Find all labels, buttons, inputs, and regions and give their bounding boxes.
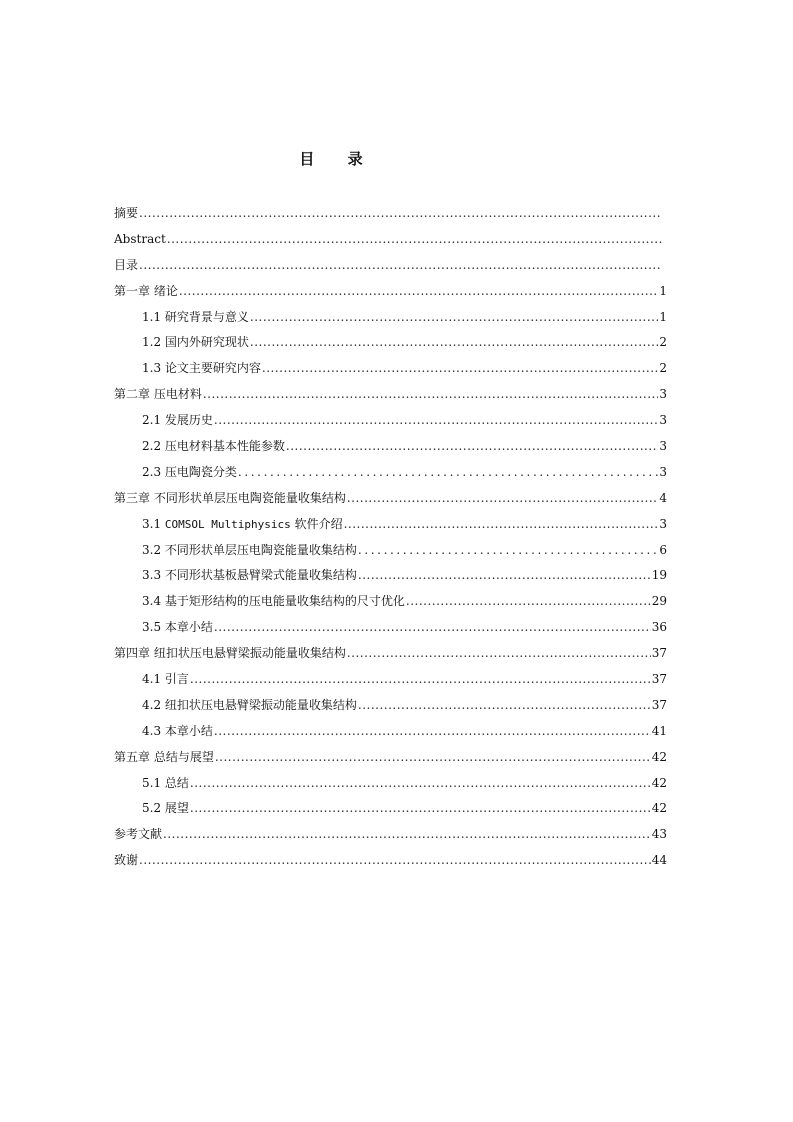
toc-dot-leader [347, 486, 659, 512]
toc-page-number: 3 [659, 387, 667, 402]
toc-entry-label: 4.2 纽扣状压电悬臂梁振动能量收集结构 [142, 697, 357, 712]
toc-entry-label: 3.5 本章小结 [142, 620, 213, 635]
toc-dot-leader [190, 771, 651, 797]
toc-dot-leader [286, 434, 658, 460]
toc-entry[interactable] [114, 201, 667, 227]
toc-page-number: 44 [651, 853, 667, 868]
toc-entry-label: 2.2 压电材料基本性能参数 [142, 439, 285, 454]
toc-entry-label: 第三章 不同形状单层压电陶瓷能量收集结构 [114, 490, 346, 505]
toc-page-number: 42 [651, 775, 667, 790]
toc-entry-label-mono: COMSOL Multiphysics [164, 517, 291, 531]
toc-dot-leader [139, 848, 651, 874]
toc-page-number: 29 [651, 594, 667, 609]
toc-entry-label: 3.3 不同形状基板悬臂梁式能量收集结构 [142, 568, 357, 583]
toc-entry-label: 2.1 发展历史 [142, 413, 213, 428]
toc-entry-label [142, 512, 343, 538]
toc-entry[interactable] [114, 796, 667, 822]
toc-entry[interactable] [114, 719, 667, 745]
toc-entry[interactable] [114, 538, 667, 564]
toc-page-number: 3 [659, 413, 667, 428]
toc-entry[interactable] [114, 408, 667, 434]
toc-dot-leader [358, 563, 651, 589]
toc-entry[interactable] [114, 279, 667, 305]
toc-entry-label: 3.4 基于矩形结构的压电能量收集结构的尺寸优化 [142, 594, 405, 609]
toc-entry[interactable] [114, 848, 667, 874]
toc-entry-label: 第四章 纽扣状压电悬臂梁振动能量收集结构 [114, 646, 346, 661]
toc-dot-leader [406, 589, 651, 615]
toc-entry[interactable] [114, 822, 667, 848]
toc-entry-label: 2.3 压电陶瓷分类 [142, 464, 237, 479]
toc-dot-leader [214, 615, 651, 641]
toc-entry[interactable] [114, 434, 667, 460]
toc-page-number: 3 [659, 516, 667, 531]
toc-page-number: 19 [651, 568, 667, 583]
toc-entry[interactable] [114, 356, 667, 382]
toc-entry-label-suffix: 软件介绍 [290, 516, 343, 531]
toc-page-number: 42 [651, 801, 667, 816]
toc-page-number: 1 [659, 283, 667, 298]
toc-entry-label: 4.1 引言 [142, 672, 189, 687]
toc-dot-leader [167, 227, 662, 253]
toc-dot-leader [203, 382, 659, 408]
toc-page-number: 3 [659, 439, 667, 454]
toc-dot-leader [214, 719, 651, 745]
toc-entry-label: Abstract [114, 231, 166, 246]
toc-entry-label: 1.2 国内外研究现状 [142, 335, 249, 350]
toc-entry[interactable] [114, 227, 667, 253]
toc-entry-label-prefix: 3.1 [142, 516, 165, 531]
toc-entry-label: 目录 [114, 257, 139, 272]
toc-entry-label: 第五章 总结与展望 [114, 749, 214, 764]
toc-entry[interactable] [114, 771, 667, 797]
toc-entry-label: 3.2 不同形状单层压电陶瓷能量收集结构 [142, 542, 357, 557]
toc-entry-label: 4.3 本章小结 [142, 723, 213, 738]
toc-dot-leader [262, 356, 658, 382]
toc-page-number: 37 [651, 672, 667, 687]
toc-page-number: 1 [659, 309, 667, 324]
toc-dot-leader [358, 693, 651, 719]
toc-page-number: 4 [659, 490, 667, 505]
toc-entry[interactable] [114, 641, 667, 667]
toc-page-number: 42 [651, 749, 667, 764]
toc-page-number: 43 [651, 827, 667, 842]
toc-page-number: 36 [651, 620, 667, 635]
toc-dot-leader [139, 253, 662, 279]
toc-dot-leader [163, 822, 651, 848]
toc-dot-leader [179, 279, 659, 305]
toc-entry[interactable] [114, 589, 667, 615]
toc-dot-leader [139, 201, 662, 227]
toc-entry[interactable] [114, 382, 667, 408]
toc-dot-leader [347, 641, 651, 667]
toc-entry-label: 1.1 研究背景与意义 [142, 309, 249, 324]
toc-entry-label: 第二章 压电材料 [114, 387, 202, 402]
toc-dot-leader [250, 305, 658, 331]
toc-page-number: 2 [659, 335, 667, 350]
toc-entry-label: 致谢 [114, 853, 139, 868]
toc-entry[interactable] [114, 693, 667, 719]
toc-dot-leader [344, 512, 659, 538]
toc-page-number: 2 [659, 361, 667, 376]
toc-entry[interactable] [114, 667, 667, 693]
toc-entry[interactable] [114, 512, 667, 538]
toc-page-number: 37 [651, 697, 667, 712]
toc-page-number: 41 [651, 723, 667, 738]
toc-entry[interactable] [114, 460, 667, 486]
toc-dot-leader [250, 330, 658, 356]
toc-dot-leader [238, 460, 658, 486]
toc-entry-label: 1.3 论文主要研究内容 [142, 361, 261, 376]
toc-entry[interactable] [114, 253, 667, 279]
page-title: 目 录 [299, 150, 377, 168]
toc-dot-leader [190, 796, 651, 822]
toc-page-number: 37 [651, 646, 667, 661]
toc-entry[interactable] [114, 615, 667, 641]
toc-dot-leader [358, 538, 658, 564]
toc-dot-leader [190, 667, 651, 693]
toc-entry-label: 5.2 展望 [142, 801, 189, 816]
toc-dot-leader [214, 408, 658, 434]
toc-entry[interactable] [114, 745, 667, 771]
toc-dot-leader [215, 745, 651, 771]
toc-entry-label: 摘要 [114, 206, 139, 220]
table-of-contents [114, 201, 667, 874]
toc-entry[interactable] [114, 563, 667, 589]
toc-entry-label: 参考文献 [114, 827, 163, 842]
toc-entry-label: 5.1 总结 [142, 775, 189, 790]
toc-entry[interactable] [114, 305, 667, 331]
toc-page-number: 6 [659, 542, 667, 557]
toc-entry[interactable] [114, 330, 667, 356]
toc-entry[interactable] [114, 486, 667, 512]
toc-entry-label: 第一章 绪论 [114, 283, 178, 298]
toc-page-number: 3 [659, 464, 667, 479]
